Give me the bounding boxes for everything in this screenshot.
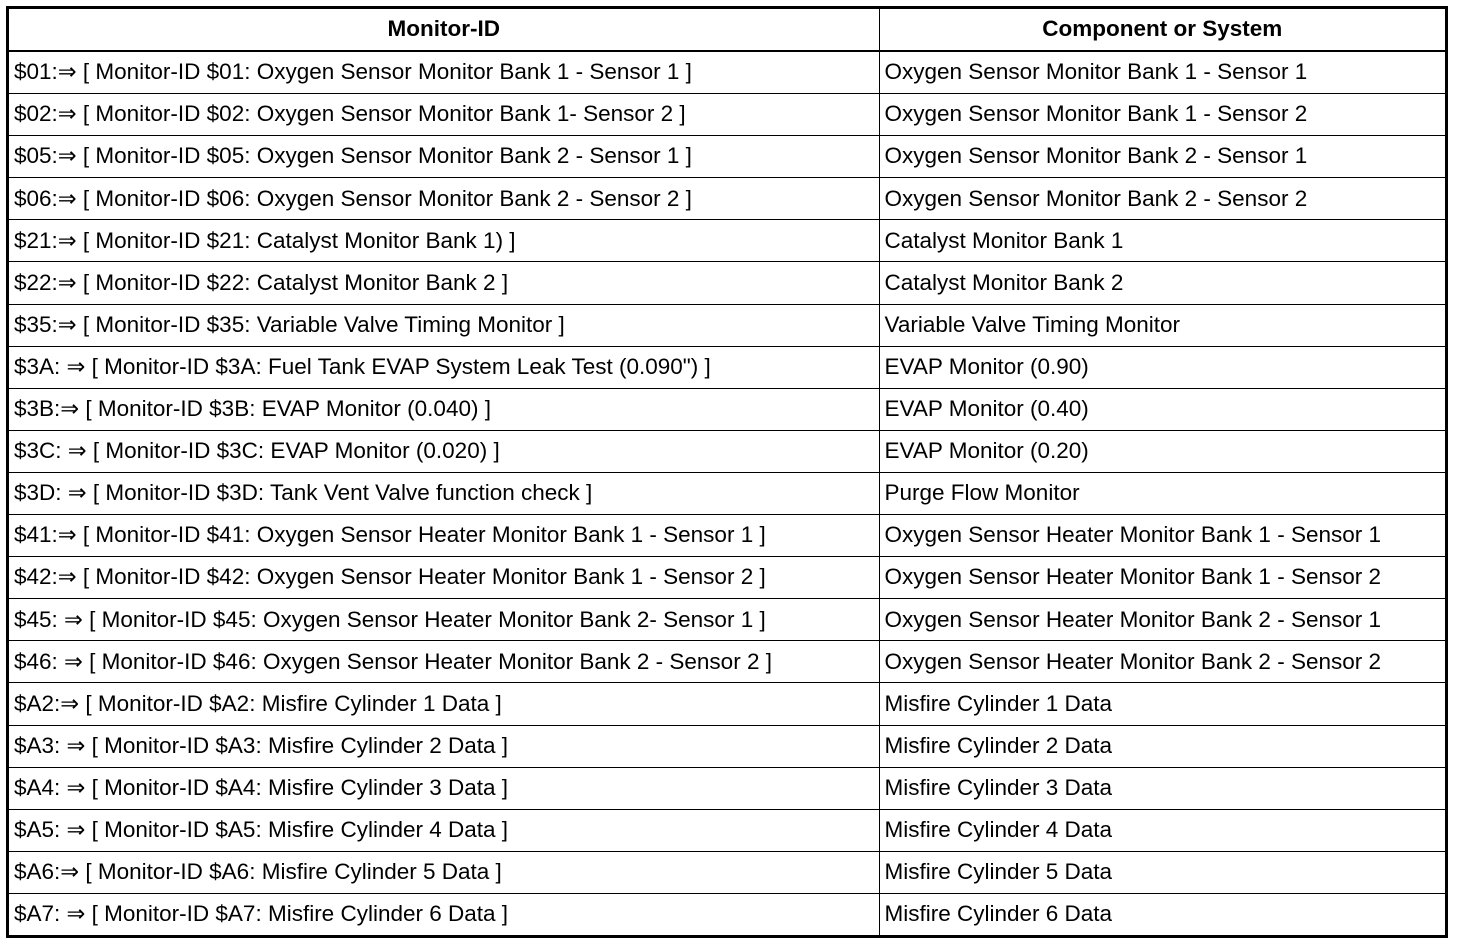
table-body	[9, 51, 1445, 935]
component-or-system-cell: Variable Valve Timing Monitor	[879, 304, 1445, 346]
monitor-id-cell: $46: ⇒ [ Monitor-ID $46: Oxygen Sensor Heater Monitor Bank 2 - Sensor 2 ]	[9, 641, 879, 683]
table-row	[9, 178, 1445, 220]
monitor-id-cell: $3A: ⇒ [ Monitor-ID $3A: Fuel Tank EVAP System Leak Test (0.090") ]	[9, 346, 879, 388]
component-or-system-cell: Oxygen Sensor Heater Monitor Bank 1 - Sensor 1	[879, 515, 1445, 557]
table-row	[9, 683, 1445, 725]
table-row	[9, 893, 1445, 935]
monitor-id-cell: $05:⇒ [ Monitor-ID $05: Oxygen Sensor Monitor Bank 2 - Sensor 1 ]	[9, 136, 879, 178]
monitor-id-cell: $A5: ⇒ [ Monitor-ID $A5: Misfire Cylinder 4 Data ]	[9, 809, 879, 851]
table	[9, 9, 1445, 935]
table-row	[9, 430, 1445, 472]
monitor-id-cell: $06:⇒ [ Monitor-ID $06: Oxygen Sensor Monitor Bank 2 - Sensor 2 ]	[9, 178, 879, 220]
monitor-id-cell: $A3: ⇒ [ Monitor-ID $A3: Misfire Cylinder 2 Data ]	[9, 725, 879, 767]
component-or-system-cell: EVAP Monitor (0.40)	[879, 388, 1445, 430]
table-row	[9, 220, 1445, 262]
monitor-id-cell: $3D: ⇒ [ Monitor-ID $3D: Tank Vent Valve function check ]	[9, 472, 879, 514]
monitor-id-cell: $A2:⇒ [ Monitor-ID $A2: Misfire Cylinder 1 Data ]	[9, 683, 879, 725]
monitor-id-cell: $3C: ⇒ [ Monitor-ID $3C: EVAP Monitor (0.020) ]	[9, 430, 879, 472]
component-or-system-cell: Oxygen Sensor Heater Monitor Bank 1 - Sensor 2	[879, 557, 1445, 599]
table-row	[9, 809, 1445, 851]
component-or-system-cell: Oxygen Sensor Monitor Bank 1 - Sensor 2	[879, 94, 1445, 136]
table-row	[9, 557, 1445, 599]
monitor-id-cell: $22:⇒ [ Monitor-ID $22: Catalyst Monitor Bank 2 ]	[9, 262, 879, 304]
table-row	[9, 515, 1445, 557]
monitor-id-cell: $A4: ⇒ [ Monitor-ID $A4: Misfire Cylinder 3 Data ]	[9, 767, 879, 809]
component-or-system-cell: EVAP Monitor (0.20)	[879, 430, 1445, 472]
table-row	[9, 136, 1445, 178]
table-row	[9, 767, 1445, 809]
monitor-id-cell: $41:⇒ [ Monitor-ID $41: Oxygen Sensor Heater Monitor Bank 1 - Sensor 1 ]	[9, 515, 879, 557]
table-row	[9, 94, 1445, 136]
monitor-id-cell: $3B:⇒ [ Monitor-ID $3B: EVAP Monitor (0.040) ]	[9, 388, 879, 430]
component-or-system-cell: Oxygen Sensor Heater Monitor Bank 2 - Sensor 2	[879, 641, 1445, 683]
component-or-system-cell: Misfire Cylinder 3 Data	[879, 767, 1445, 809]
table-row	[9, 262, 1445, 304]
component-or-system-cell: Misfire Cylinder 2 Data	[879, 725, 1445, 767]
component-or-system-cell: Misfire Cylinder 1 Data	[879, 683, 1445, 725]
component-or-system-cell: Oxygen Sensor Monitor Bank 1 - Sensor 1	[879, 51, 1445, 94]
monitor-id-cell: $A7: ⇒ [ Monitor-ID $A7: Misfire Cylinder 6 Data ]	[9, 893, 879, 935]
monitor-id-table	[6, 6, 1448, 938]
monitor-id-cell: $01:⇒ [ Monitor-ID $01: Oxygen Sensor Monitor Bank 1 - Sensor 1 ]	[9, 51, 879, 94]
monitor-id-cell: $35:⇒ [ Monitor-ID $35: Variable Valve Timing Monitor ]	[9, 304, 879, 346]
component-or-system-cell: Catalyst Monitor Bank 2	[879, 262, 1445, 304]
component-or-system-cell: Oxygen Sensor Monitor Bank 2 - Sensor 2	[879, 178, 1445, 220]
column-header-monitor-id: Monitor-ID	[9, 9, 879, 51]
component-or-system-cell: EVAP Monitor (0.90)	[879, 346, 1445, 388]
table-row	[9, 472, 1445, 514]
column-header-component-or-system: Component or System	[879, 9, 1445, 51]
table-row	[9, 346, 1445, 388]
table-row	[9, 599, 1445, 641]
monitor-id-cell: $42:⇒ [ Monitor-ID $42: Oxygen Sensor Heater Monitor Bank 1 - Sensor 2 ]	[9, 557, 879, 599]
table-row	[9, 51, 1445, 94]
monitor-id-cell: $02:⇒ [ Monitor-ID $02: Oxygen Sensor Monitor Bank 1- Sensor 2 ]	[9, 94, 879, 136]
monitor-id-cell: $A6:⇒ [ Monitor-ID $A6: Misfire Cylinder 5 Data ]	[9, 851, 879, 893]
component-or-system-cell: Catalyst Monitor Bank 1	[879, 220, 1445, 262]
monitor-id-cell: $21:⇒ [ Monitor-ID $21: Catalyst Monitor Bank 1) ]	[9, 220, 879, 262]
component-or-system-cell: Oxygen Sensor Heater Monitor Bank 2 - Sensor 1	[879, 599, 1445, 641]
table-row	[9, 304, 1445, 346]
table-row	[9, 851, 1445, 893]
component-or-system-cell: Misfire Cylinder 4 Data	[879, 809, 1445, 851]
component-or-system-cell: Oxygen Sensor Monitor Bank 2 - Sensor 1	[879, 136, 1445, 178]
component-or-system-cell: Misfire Cylinder 5 Data	[879, 851, 1445, 893]
table-row	[9, 725, 1445, 767]
component-or-system-cell: Misfire Cylinder 6 Data	[879, 893, 1445, 935]
table-row	[9, 641, 1445, 683]
table-row	[9, 388, 1445, 430]
component-or-system-cell: Purge Flow Monitor	[879, 472, 1445, 514]
monitor-id-cell: $45: ⇒ [ Monitor-ID $45: Oxygen Sensor Heater Monitor Bank 2- Sensor 1 ]	[9, 599, 879, 641]
header-row	[9, 9, 1445, 51]
